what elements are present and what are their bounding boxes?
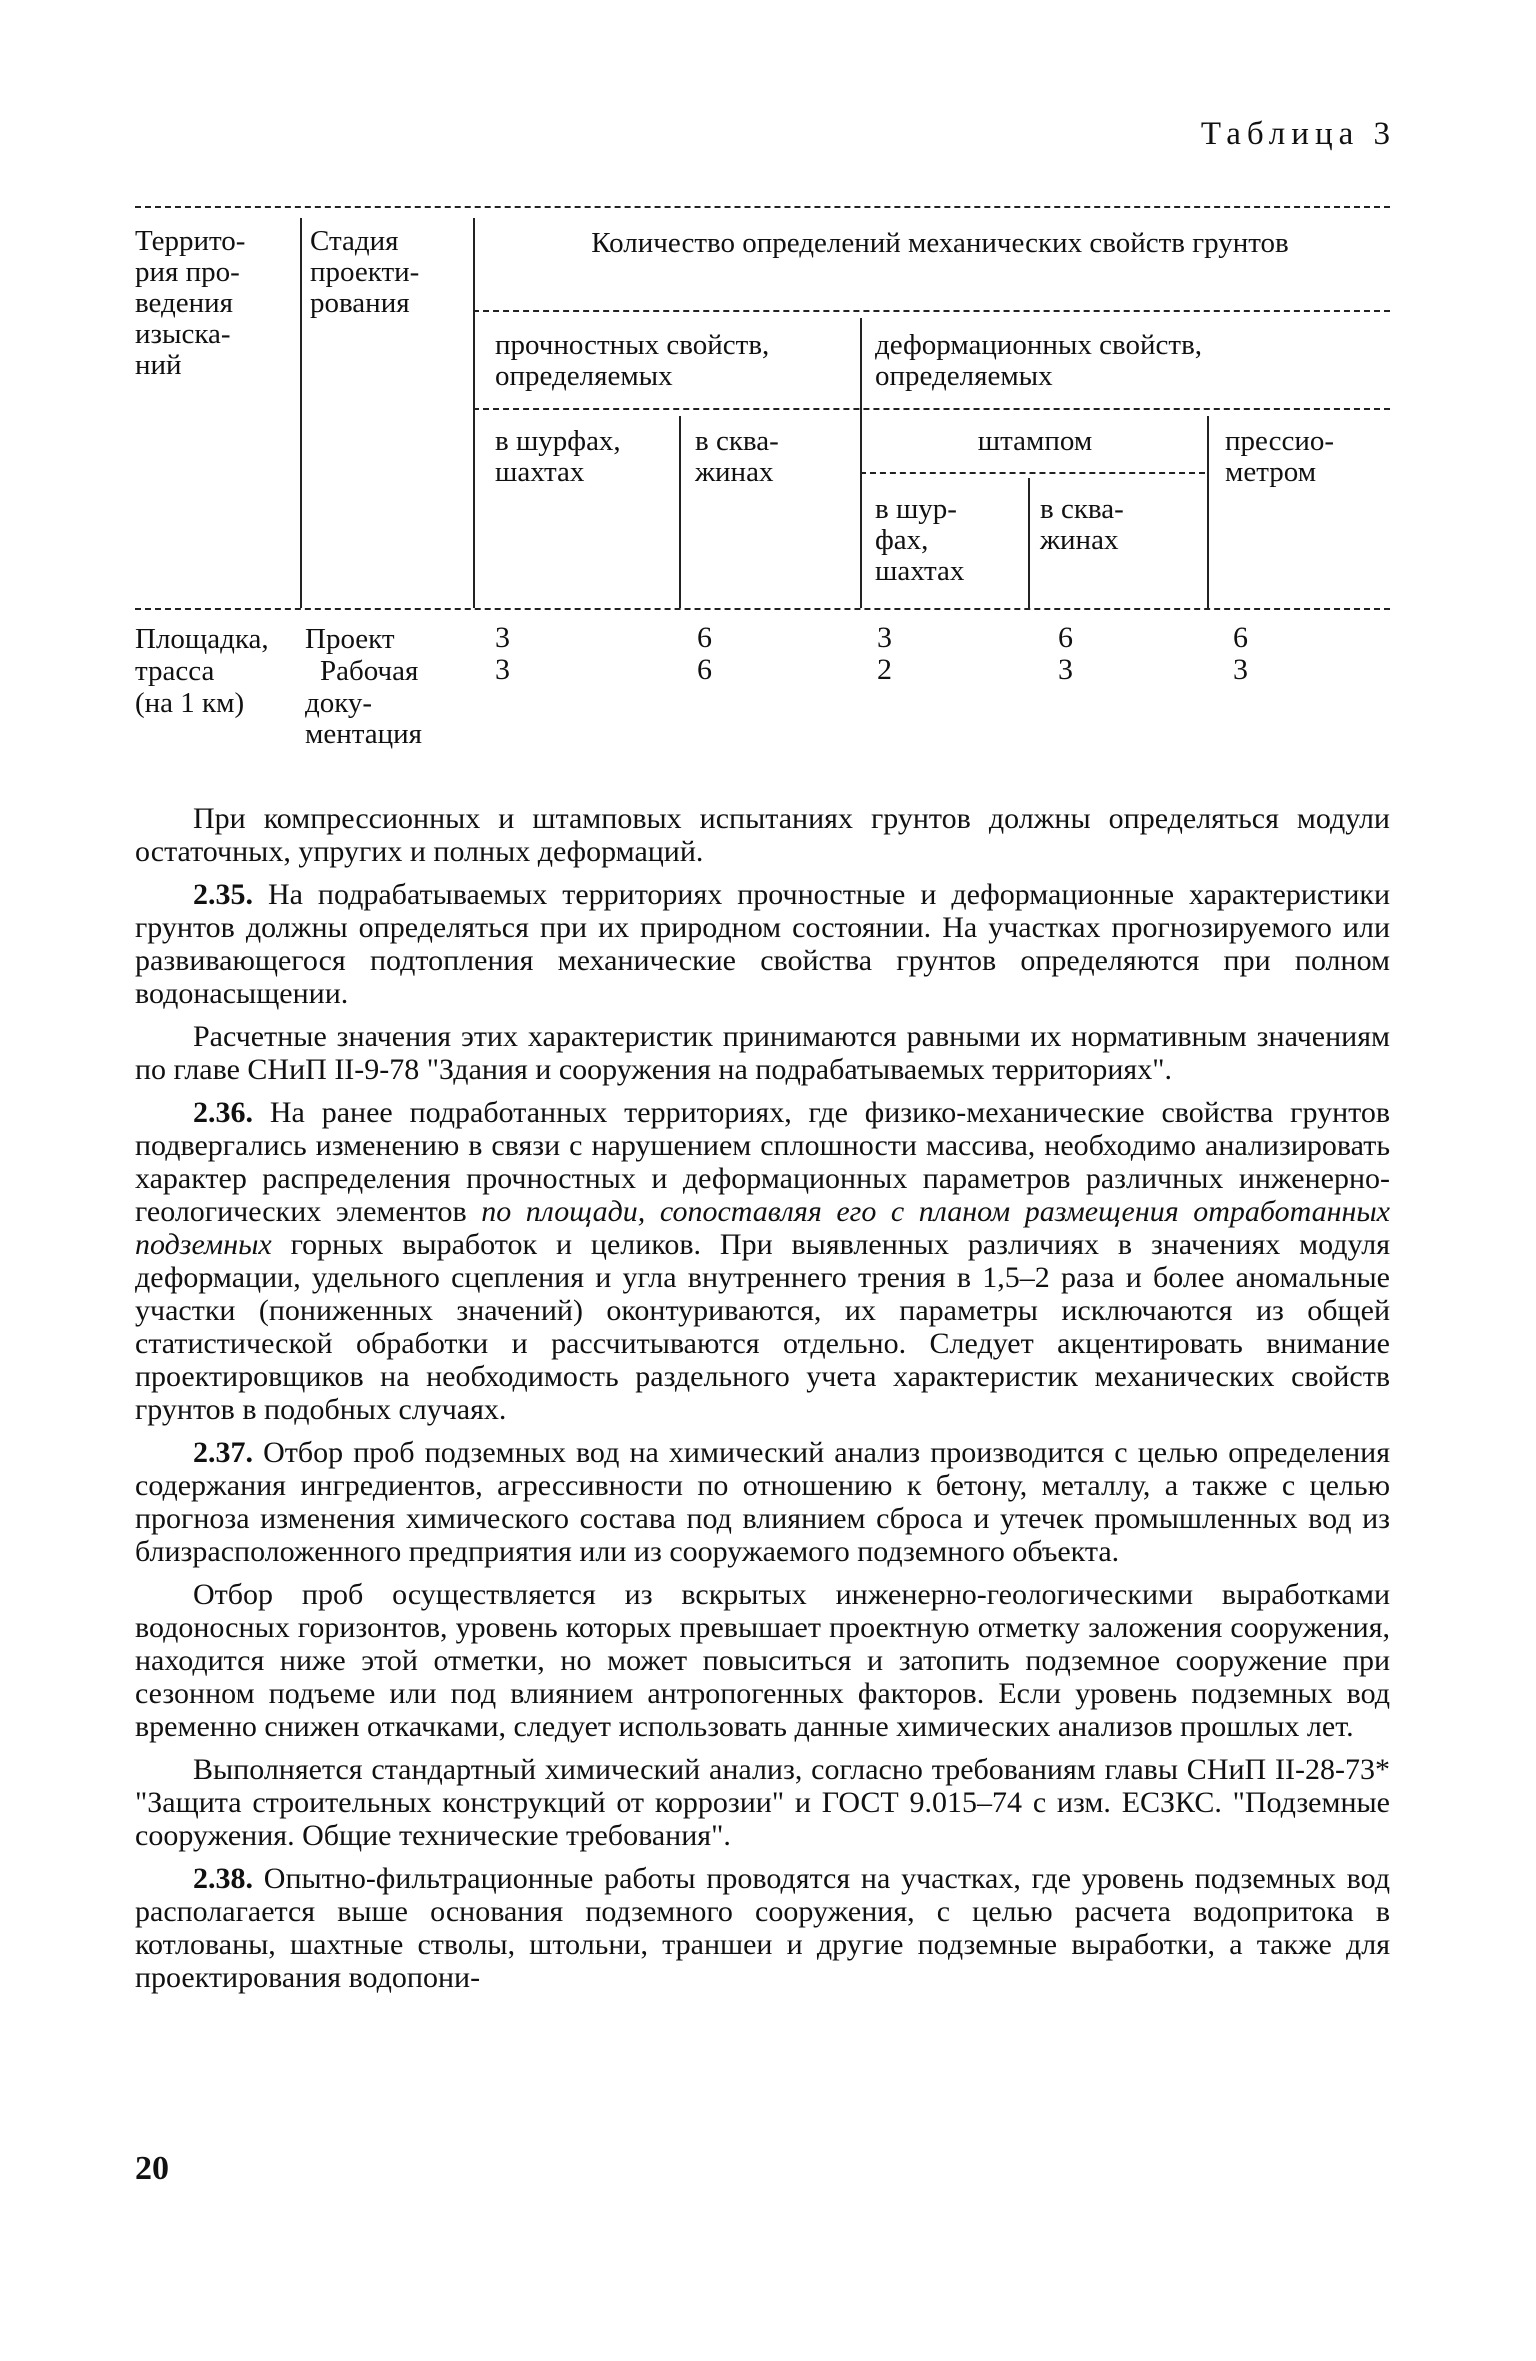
- table-cell: 6: [697, 653, 712, 686]
- row2-territory: трасса: [135, 655, 215, 687]
- header-stage: Стадия проекти- рования: [310, 225, 420, 319]
- section-number: 2.38.: [193, 1862, 253, 1895]
- paragraph-2-35: 2.35. На подрабатываемых территориях прочностные и деформационные характеристики грунтов должны определяться при их природном состоянии. На участках прогнозируемого или развивающегося подтопления механические свойства грунтов определяются при полном водонасыщении.: [135, 878, 1391, 1010]
- table-cell: 3: [495, 621, 510, 654]
- vline-stage: [473, 218, 475, 608]
- table-caption: Таблица 3: [1200, 116, 1396, 152]
- table-cell: 3: [495, 653, 510, 686]
- header-territory: Террито- рия про- ведения изыска- ний: [135, 225, 246, 381]
- territory-note: (на 1 км): [135, 687, 245, 719]
- section-number: 2.37.: [193, 1436, 253, 1469]
- header-quantity: Количество определений механических свойств грунтов: [591, 227, 1289, 259]
- header-rule-2: [473, 408, 1390, 410]
- vline-strength: [679, 416, 681, 608]
- row2-stage: Рабочая: [320, 655, 419, 687]
- body-text: [135, 802, 1390, 2004]
- table-cell: 3: [877, 621, 892, 654]
- header-in-pits: в шурфах, шахтах: [495, 425, 621, 488]
- page-number: 20: [135, 2150, 169, 2187]
- header-stamp-pits: в шур- фах, шахтах: [875, 493, 965, 587]
- header-stamp: штампом: [977, 425, 1093, 457]
- row1-stage: Проект: [305, 623, 395, 655]
- paragraph: Расчетные значения этих характеристик принимаются равными их нормативным значениям по главе СНиП II-9-78 "Здания и сооружения на подрабатываемых территориях".: [135, 1020, 1390, 1086]
- paragraph: При компрессионных и штамповых испытаниях грунтов должны определяться модули остаточных, упругих и полных деформаций.: [135, 802, 1390, 868]
- stage-note: доку- ментация: [305, 687, 423, 750]
- header-in-wells: в сква- жинах: [695, 425, 779, 488]
- header-deformation: деформационных свойств, определяемых: [875, 329, 1203, 392]
- row1-territory: Площадка,: [135, 623, 269, 655]
- table-top-rule: [135, 206, 1390, 208]
- paragraph-2-37: 2.37. Отбор проб подземных вод на химический анализ производится с целью определения содержания ингредиентов, агрессивности по отношению к бетону, металлу, а также с целью прогноза изменения химического состава под влиянием сброса и утечек промышленных вод из близрасположенного предприятия или из сооружаемого подземного объекта.: [135, 1436, 1390, 1568]
- italic-text: по площади, сопоставляя его с планом размещения отработанных подземных: [135, 1195, 1390, 1261]
- header-rule-1: [473, 310, 1390, 312]
- header-bottom-rule: [135, 608, 1390, 610]
- header-strength: прочностных свойств, определяемых: [495, 329, 770, 392]
- section-number: 2.35.: [193, 878, 253, 911]
- paragraph: Отбор проб осуществляется из вскрытых инженерно-геологическими выработками водоносных горизонтов, уровень которых превышает проектную отметку заложения сооружения, находится ниже этой отметки, но может повыситься и затопить подземное сооружение при сезонном подъеме или под влиянием антропогенных факторов. Если уровень подземных вод временно снижен откачками, следует использовать данные химических анализов прошлых лет.: [135, 1578, 1390, 1743]
- vline-deformation: [860, 318, 862, 608]
- paragraph: Выполняется стандартный химический анализ, согласно требованиям главы СНиП II-28-73* "Защита строительных конструкций от коррозии" и ГОСТ 9.015–74 с изм. ЕСЗКС. "Подземные сооружения. Общие технические требования".: [135, 1753, 1390, 1852]
- table-cell: 3: [1233, 653, 1248, 686]
- table-cell: 6: [1058, 621, 1073, 654]
- paragraph-2-38: 2.38. Опытно-фильтрационные работы проводятся на участках, где уровень подземных вод располагается выше основания подземного сооружения, с целью расчета водопритока в котлованы, шахтные стволы, штольни, траншеи и другие подземные выработки, а также для проектирования водопони-: [135, 1862, 1390, 1994]
- vline-territory: [300, 218, 302, 608]
- table-cell: 3: [1058, 653, 1073, 686]
- table-cell: 6: [1233, 621, 1248, 654]
- table-cell: 2: [877, 653, 892, 686]
- table-cell: 6: [697, 621, 712, 654]
- header-pressiometer: прессио- метром: [1225, 425, 1335, 488]
- vline-stamp: [1028, 478, 1030, 608]
- header-stamp-wells: в сква- жинах: [1040, 493, 1124, 556]
- header-rule-3: [860, 472, 1205, 474]
- paragraph-2-36: 2.36. На ранее подработанных территориях, где физико-механические свойства грунтов подвергались изменению в связи с нарушением сплошности массива, необходимо анализировать характер распределения прочностных и деформационных параметров различных инженерно-геологических элементов по площади, сопоставляя его с планом размещения отработанных подземных горных выработок и целиков. При выявленных различиях в значениях модуля деформации, удельного сцепления и угла внутреннего трения в 1,5–2 раза и более аномальные участки (пониженных значений) оконтуриваются, их параметры исключаются из общей статистической обработки и рассчитываются отдельно. Следует акцентировать внимание проектировщиков на необходимость раздельного учета характеристик механических свойств грунтов в подобных случаях.: [135, 1096, 1391, 1426]
- vline-press: [1207, 416, 1209, 608]
- section-number: 2.36.: [193, 1096, 253, 1129]
